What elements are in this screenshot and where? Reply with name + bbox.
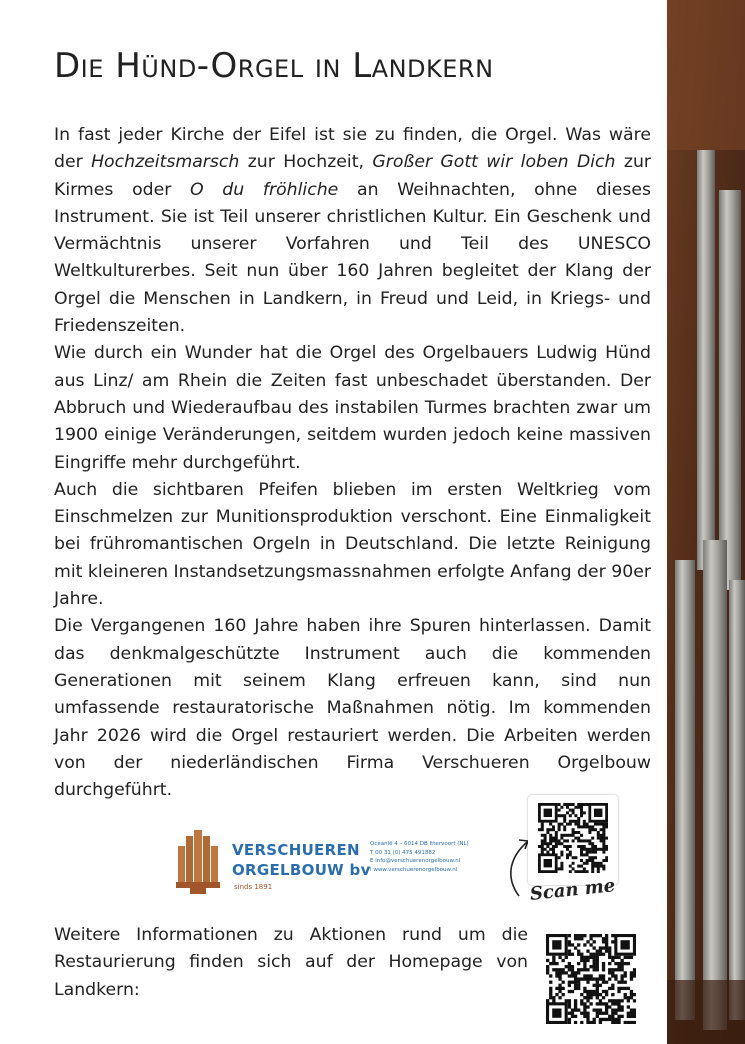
paragraph-history: Wie durch ein Wunder hat die Orgel des Orgelbauers Ludwig Hünd aus Linz/ am Rhein die Zeiten fast unbeschadet überstanden. Der Abbruch und Wiederaufbau des instabilen Turmes brachten zwar um 1900 einige Veränderungen, seitdem wurden jedoch keine massiven Eingriffe mehr durchgeführt. [54, 343, 651, 473]
logo-contact [370, 840, 469, 874]
paragraph-intro [54, 122, 651, 340]
organ-pipes-photo [667, 0, 745, 1044]
organ-pipes-icon [176, 828, 220, 894]
page-title: Die Hünd-Orgel in Landkern [54, 46, 494, 86]
paragraph-pipes: Auch die sichtbaren Pfeifen blieben im ersten Weltkrieg vom Einschmelzen zur Munitionsproduktion verschont. Eine Einmaligkeit bei frühromantischen Orgeln in Deutschland. Die letzte Reinigung mit kleineren Instandsetzungsmassnahmen erfolgte Anfang der 90er Jahre. [54, 479, 651, 610]
text-segment: an Weihnachten, ohne dieses Instrument. Sie ist Teil unserer christlichen Kultur. Ein Geschenk und Vermächtnis unserer Vorfahren und Teil des UNESCO Weltkulturerbes. Seit nun über 160 Jahren begleitet der Klang der Orgel die Menschen in Landkern, in Freud und Leid, in Kriegs- und Friedenszeiten. [54, 179, 652, 337]
song-title: Großer Gott wir loben Dich [372, 152, 616, 173]
qr-code-verschueren[interactable] [538, 803, 608, 873]
text-segment: zur Kirmes oder [54, 152, 651, 200]
qr-code-landkern[interactable] [546, 934, 636, 1024]
contact-phone: T 00 31 (0) 475 491882 [370, 849, 436, 856]
paragraph-restoration: Die Vergangenen 160 Jahre haben ihre Spuren hinterlassen. Damit das denkmalgeschützte Instrument auch die kommenden Generationen mit seinem Klang erfreuen kann, sind nun umfassende restauratorische Maßnahmen nötig. Im kommenden Jahr 2026 wird die Orgel restauriert werden. Die Arbeiten werden von der niederländischen Firma Verschueren Orgelbouw durchgeführt. [54, 616, 651, 801]
song-title: O du fröhliche [190, 179, 339, 200]
song-title: Hochzeitsmarsch [91, 152, 240, 173]
logo-since: sinds 1891 [234, 883, 273, 891]
logo-name-line2: ORGELBOUW bv [232, 861, 371, 879]
article-body [54, 122, 651, 804]
text-segment: zur Hochzeit, [239, 152, 373, 173]
qr-code-card [528, 795, 618, 885]
more-info [54, 922, 528, 1004]
verschueren-logo [176, 828, 476, 898]
logo-name-line1: VERSCHUEREN [232, 841, 360, 859]
logo-wordmark [232, 840, 371, 880]
more-info-text: Weitere Informationen zu Aktionen rund um die Restaurierung finden sich auf der Homepage von Landkern: [54, 925, 528, 1000]
contact-web: I www.verschuerenorgelbouw.nl [370, 866, 458, 873]
contact-address: Oceanië 4 – 6014 DB Ittervoort (NL) [370, 841, 469, 847]
scan-me-label: Scan me [528, 875, 617, 905]
text-segment: In fast jeder Kirche der Eifel ist sie zu finden, die Orgel. Was wäre der [54, 125, 651, 173]
contact-email: E info@verschuerenorgelbouw.nl [370, 858, 461, 864]
